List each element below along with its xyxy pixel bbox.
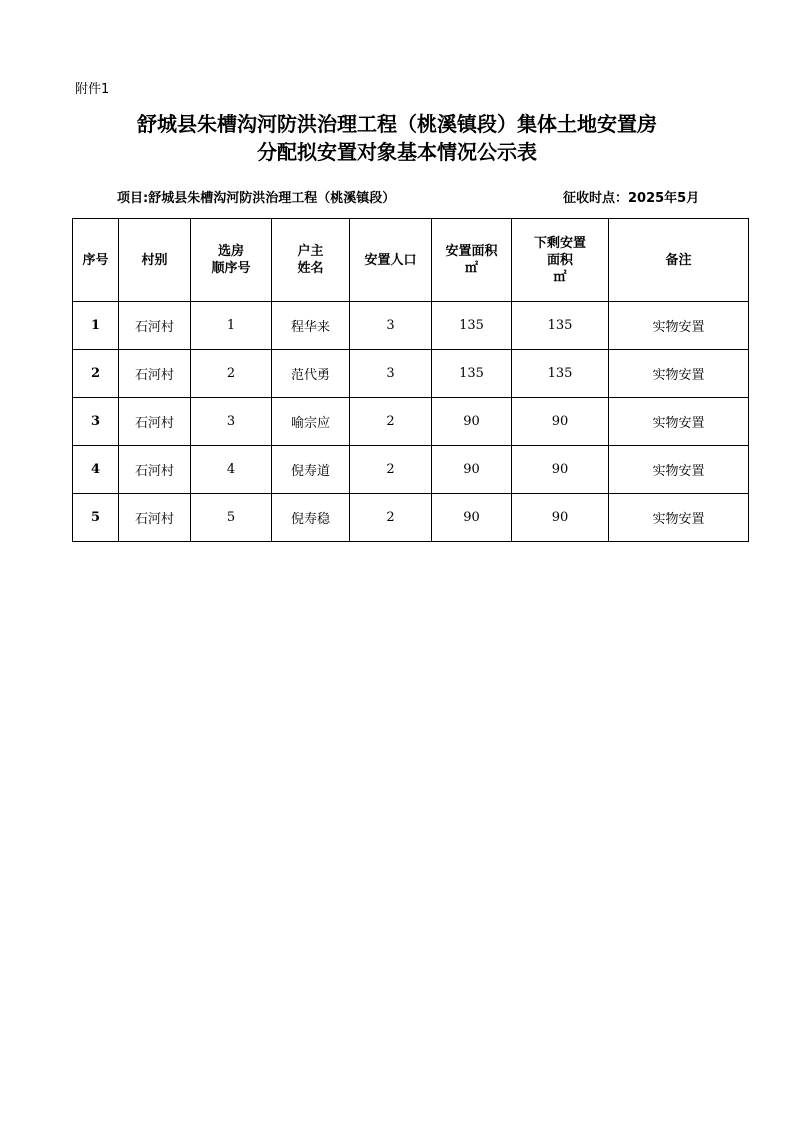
header-remarks: 备注 [609, 219, 749, 302]
cell-remaining-area: 90 [512, 446, 609, 494]
cell-seq: 5 [73, 494, 119, 542]
acquisition-date-label: 征收时点：2025年5月 [563, 191, 700, 206]
cell-remarks: 实物安置 [609, 446, 749, 494]
cell-village: 石河村 [119, 350, 191, 398]
table-row [73, 350, 749, 398]
cell-seq: 2 [73, 350, 119, 398]
cell-householder-name: 倪寿道 [272, 446, 350, 494]
cell-selection-order: 1 [191, 302, 272, 350]
cell-resettled-people: 3 [350, 350, 432, 398]
header-selection-order: 选房 顺序号 [191, 219, 272, 302]
header-resettlement-area: 安置面积 ㎡ [432, 219, 512, 302]
cell-remaining-area: 135 [512, 350, 609, 398]
cell-resettlement-area: 90 [432, 398, 512, 446]
cell-resettlement-area: 90 [432, 446, 512, 494]
cell-remarks: 实物安置 [609, 350, 749, 398]
cell-selection-order: 3 [191, 398, 272, 446]
cell-selection-order: 4 [191, 446, 272, 494]
cell-remarks: 实物安置 [609, 302, 749, 350]
cell-resettled-people: 2 [350, 398, 432, 446]
cell-remaining-area: 90 [512, 494, 609, 542]
cell-resettled-people: 2 [350, 494, 432, 542]
cell-selection-order: 5 [191, 494, 272, 542]
cell-village: 石河村 [119, 446, 191, 494]
cell-village: 石河村 [119, 494, 191, 542]
table-row [73, 302, 749, 350]
resettlement-table [72, 218, 749, 542]
header-householder-name: 户主 姓名 [272, 219, 350, 302]
cell-householder-name: 喻宗应 [272, 398, 350, 446]
cell-seq: 1 [73, 302, 119, 350]
project-label: 项目:舒城县朱槽沟河防洪治理工程（桃溪镇段） [117, 191, 396, 206]
cell-remaining-area: 90 [512, 398, 609, 446]
header-seq: 序号 [73, 219, 119, 302]
table-row [73, 398, 749, 446]
header-village: 村别 [119, 219, 191, 302]
cell-remarks: 实物安置 [609, 398, 749, 446]
cell-householder-name: 范代勇 [272, 350, 350, 398]
cell-village: 石河村 [119, 302, 191, 350]
header-resettled-people: 安置人口 [350, 219, 432, 302]
cell-village: 石河村 [119, 398, 191, 446]
cell-householder-name: 倪寿稳 [272, 494, 350, 542]
cell-resettlement-area: 135 [432, 350, 512, 398]
document-title-line-1: 舒城县朱槽沟河防洪治理工程（桃溪镇段）集体土地安置房 [137, 112, 657, 136]
table-row [73, 446, 749, 494]
cell-selection-order: 2 [191, 350, 272, 398]
cell-remarks: 实物安置 [609, 494, 749, 542]
cell-resettlement-area: 135 [432, 302, 512, 350]
cell-seq: 3 [73, 398, 119, 446]
table-header-row [73, 219, 749, 302]
cell-seq: 4 [73, 446, 119, 494]
cell-householder-name: 程华来 [272, 302, 350, 350]
attachment-label: 附件1 [75, 82, 110, 97]
cell-resettlement-area: 90 [432, 494, 512, 542]
cell-resettled-people: 2 [350, 446, 432, 494]
cell-remaining-area: 135 [512, 302, 609, 350]
header-remaining-area: 下剩安置 面积 ㎡ [512, 219, 609, 302]
table-row [73, 494, 749, 542]
cell-resettled-people: 3 [350, 302, 432, 350]
document-title-line-2: 分配拟安置对象基本情况公示表 [257, 140, 537, 164]
